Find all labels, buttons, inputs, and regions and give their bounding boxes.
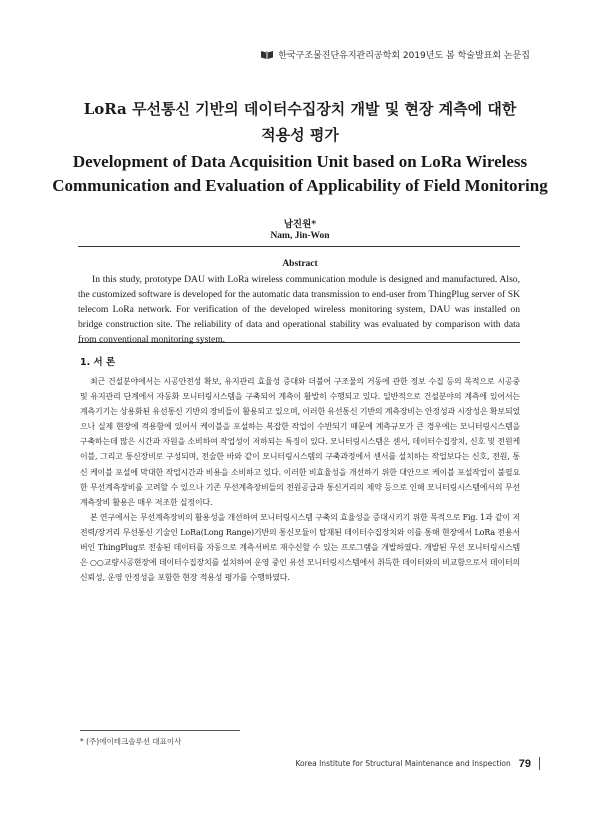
title-english-line: Communication and Evaluation of Applicability of Field Monitoring xyxy=(52,176,548,195)
footnote-divider xyxy=(80,730,240,731)
title-english-line: Development of Data Acquisition Unit based on LoRa Wireless xyxy=(72,152,528,171)
book-icon xyxy=(260,49,274,60)
author-english: Nam, Jin-Won xyxy=(270,231,330,241)
title-korean-line: 적용성 평가 xyxy=(261,126,339,144)
divider xyxy=(78,246,520,247)
footer-divider xyxy=(539,757,540,770)
title-korean-line: LoRa 무선통신 기반의 데이터수집장치 개발 및 현장 계측에 대한 xyxy=(83,100,517,118)
divider xyxy=(78,342,520,343)
section-heading: 1. 서 론 xyxy=(80,357,116,368)
footer-organization: Korea Institute for Structural Maintenance and Inspection xyxy=(295,759,511,768)
abstract-heading: Abstract xyxy=(282,259,318,269)
footnote: * (주)에이테크솔루션 대표이사 xyxy=(80,737,182,746)
page-footer xyxy=(295,757,540,770)
body-paragraph: 본 연구에서는 무선계측장비의 활용성을 개선하여 모니터링시스템 구축의 효율성을 증대시키기 위한 목적으로 Fig. 1과 같이 저전력/장거리 무선통신 기술인 LoRa(Long Range)기반의 통신모듈이 탑재된 데이터수집장치와 이를 통해 현장에서 LoRa 전용서버인 ThingPlug로 전송된 데이터를 자동으로 계측서버로 재수신할 수 있는 프로그램을 개발하였다. 개발된 무선 모니터링시스템은 ○○교량시공현장에 데이터수집장치를 설치하여 운영 중인 유선 모니터링시스템에서 취득한 데이터와의 비교함으로서 데이터의 신뢰성, 운영 안정성을 포함한 현장 적용성 평가를 수행하였다. xyxy=(80,512,520,583)
title-english xyxy=(50,150,550,198)
section-body xyxy=(80,374,520,585)
title-korean xyxy=(60,96,540,148)
journal-header xyxy=(260,48,530,61)
abstract-paragraph: In this study, prototype DAU with LoRa wireless communication module is designed and manufactured. Also, the customized software is developed for the automatic data transmission to end-user from ThingPlug server of SK telecom LoRa network. For verification of the developed wireless monitoring system, DAU was installed on bridge construction site. The reliability of data and operational stability was evaluated by comparison with data from conventional monitoring system. xyxy=(78,274,520,345)
abstract-body xyxy=(78,272,520,347)
page-number: 79 xyxy=(518,757,531,770)
author-korean: 남진원* xyxy=(283,219,317,230)
journal-name: 한국구조물진단유지관리공학회 2019년도 봄 학술발표회 논문집 xyxy=(278,51,530,61)
body-paragraph: 최근 건설분야에서는 시공안전성 확보, 유지관리 효율성 증대와 더불어 구조물의 거동에 관한 정보 수집 등의 목적으로 시공중 및 유지관리 단계에서 자동화 모니터링시스템을 구축되어 계측이 활발히 수행되고 있다. 일반적으로 건설분야의 계측에 있어서는 계측기기는 상용화된 유선통신 기반의 장비들이 활용되고 있으며, 이러한 유선통신 기반의 계측장비는 안정성과 시장성은 확보되었으나 실제 현장에 적용함에 있어서 케이블을 포설하는 복잡한 작업이 수반되기 때문에 계측규모가 큰 경우에는 모니터링시스템을 구축하는데 많은 시간과 자원을 소비하여 작업성이 저하되는 특징이 있다. 모니터링시스템은 센서, 데이터수집장치, 신호 및 전원케이블, 그리고 통신장비로 구성되며, 전술한 바와 같이 모니터링시스템의 구축과정에서 센서를 설치하는 작업보다는 신호, 전원, 통신 케이블 포설에 막대한 작업시간과 비용을 소비하고 있다. 이러한 비효율성을 개선하기 위한 대안으로 케이블 포설작업이 불필요한 무선계측장비를 고려할 수 있으나 기존 무선계측장비들의 전원공급과 통신거리의 제약 등으로 인해 모니터링시스템에서의 무선계측장비 활용은 매우 저조한 실정이다. xyxy=(80,377,520,507)
